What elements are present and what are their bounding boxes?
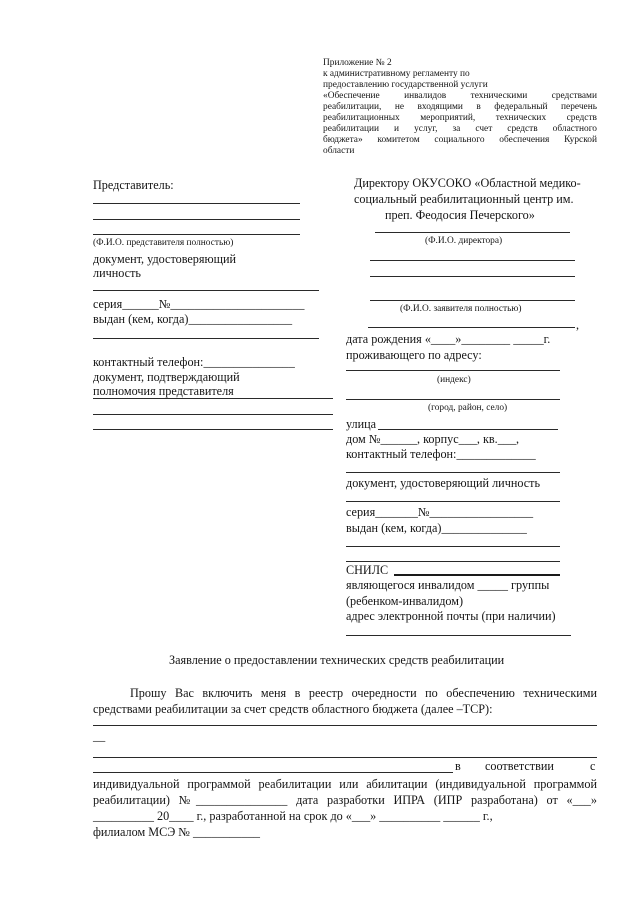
header-line-8: бюджета» комитетом социального обеспечения Курской xyxy=(323,135,597,145)
street-label: улица xyxy=(346,417,377,431)
rep-fio-line-2[interactable] xyxy=(93,219,300,220)
header-line-2: к административному регламенту по xyxy=(323,69,470,79)
birth-date[interactable]: дата рождения «____»________ _____г. xyxy=(346,332,551,346)
applicant-issued[interactable]: выдан (кем, когда)______________ xyxy=(346,521,527,535)
body-line-6[interactable]: __________ 20____ г., разработанной на срок до «___» __________ ______ г., xyxy=(93,809,493,823)
email-label: адрес электронной почты (при наличии) xyxy=(346,609,556,623)
director-fio-line[interactable] xyxy=(375,232,570,233)
header-line-5: реабилитации, не входящими в федеральный перечень xyxy=(323,102,597,112)
rep-fio-line-3[interactable] xyxy=(93,234,300,235)
tsr-line-2[interactable] xyxy=(93,757,597,758)
rep-authority-doc-2: полномочия представителя xyxy=(93,384,234,398)
applicant-phone[interactable]: контактный телефон:_____________ xyxy=(346,447,536,461)
rep-authority-doc: документ, подтверждающий xyxy=(93,370,240,384)
rep-authority-line-2[interactable] xyxy=(93,414,333,415)
rep-fio-caption: (Ф.И.О. представителя полностью) xyxy=(93,238,234,248)
child-disabled: (ребенком-инвалидом) xyxy=(346,594,464,608)
tsr-dash: __ xyxy=(93,729,106,743)
body-line-1: Прошу Вас включить меня в реестр очередности по обеспечению техническими xyxy=(130,686,597,700)
snils-field[interactable] xyxy=(394,574,560,576)
index-caption: (индекс) xyxy=(437,375,471,385)
applicant-issued-line-1[interactable] xyxy=(346,546,560,547)
header-line-1: Приложение № 2 xyxy=(323,58,392,68)
addressee-line-2: социальный реабилитационный центр им. xyxy=(354,192,574,206)
applicant-fio-line-3[interactable] xyxy=(370,300,575,301)
rep-phone[interactable]: контактный телефон:_______________ xyxy=(93,355,295,369)
tsr-line-3-fill[interactable] xyxy=(93,772,453,773)
house-fields[interactable]: дом №______, корпус___, кв.___, xyxy=(346,432,520,446)
body-line-7[interactable]: филиалом МСЭ № ___________ xyxy=(93,825,261,839)
tsr-line-1[interactable] xyxy=(93,725,597,726)
director-fio-caption: (Ф.И.О. директора) xyxy=(425,236,503,246)
applicant-fio-line-1[interactable] xyxy=(370,260,575,261)
rep-id-doc-label: документ, удостоверяющий xyxy=(93,252,237,266)
rep-id-doc-label-2: личность xyxy=(93,266,141,280)
header-line-7: реабилитации и услуг, за счет средств областного xyxy=(323,124,597,134)
header-line-6: реабилитационных мероприятий, технических средств xyxy=(323,113,597,123)
rep-issued-by[interactable]: выдан (кем, когда)_________________ xyxy=(93,312,293,326)
rep-id-doc-line[interactable] xyxy=(93,290,319,291)
header-line-9: области xyxy=(323,146,355,156)
addressee-line-1: Директору ОКУСОКО «Областной медико- xyxy=(354,176,581,190)
comma: , xyxy=(576,318,580,332)
rep-issued-line[interactable] xyxy=(93,338,319,339)
applicant-series[interactable]: серия_______№_________________ xyxy=(346,505,534,519)
rep-authority-line-3[interactable] xyxy=(93,429,333,430)
header-line-3: предоставлению государственной услуги xyxy=(323,80,488,90)
street-line[interactable] xyxy=(378,429,558,430)
accordance-s: с xyxy=(590,759,596,773)
addressee-line-3: преп. Феодосия Печерского» xyxy=(385,208,535,222)
accordance-v: в xyxy=(455,759,461,773)
city-caption: (город, район, село) xyxy=(428,403,508,413)
applicant-fio-caption: (Ф.И.О. заявителя полностью) xyxy=(400,304,522,314)
email-line[interactable] xyxy=(346,635,571,636)
application-title: Заявление о предоставлении технических средств реабилитации xyxy=(169,653,505,667)
accordance-word: соответствии xyxy=(485,759,554,773)
rep-fio-line-1[interactable] xyxy=(93,203,300,204)
applicant-id-doc-line[interactable] xyxy=(346,501,560,502)
snils-label: СНИЛС xyxy=(346,563,389,577)
applicant-issued-line-2[interactable] xyxy=(346,561,560,562)
applicant-fio-line-2[interactable] xyxy=(370,276,575,277)
rep-series-number[interactable]: серия______№______________________ xyxy=(93,297,305,311)
body-line-5[interactable]: реабилитации) №_______________ дата разработки ИПРА (ИПР разработана) от «___» xyxy=(93,793,597,807)
body-line-2: средствами реабилитации за счет средств областного бюджета (далее –ТСР): xyxy=(93,702,493,716)
rep-authority-line-1[interactable] xyxy=(93,398,333,399)
applicant-fio-line-4[interactable] xyxy=(368,327,575,328)
applicant-phone-line[interactable] xyxy=(346,472,560,473)
representative-label: Представитель: xyxy=(93,178,174,192)
index-line[interactable] xyxy=(346,370,560,371)
header-line-4: «Обеспечение инвалидов техническими средствами xyxy=(323,91,597,101)
disabled-group[interactable]: являющегося инвалидом _____ группы xyxy=(346,578,550,592)
city-line[interactable] xyxy=(346,399,560,400)
applicant-id-doc: документ, удостоверяющий личность xyxy=(346,476,541,490)
residing-label: проживающего по адресу: xyxy=(346,348,482,362)
body-line-4: индивидуальной программой реабилитации или абилитации (индивидуальной программой xyxy=(93,777,597,791)
